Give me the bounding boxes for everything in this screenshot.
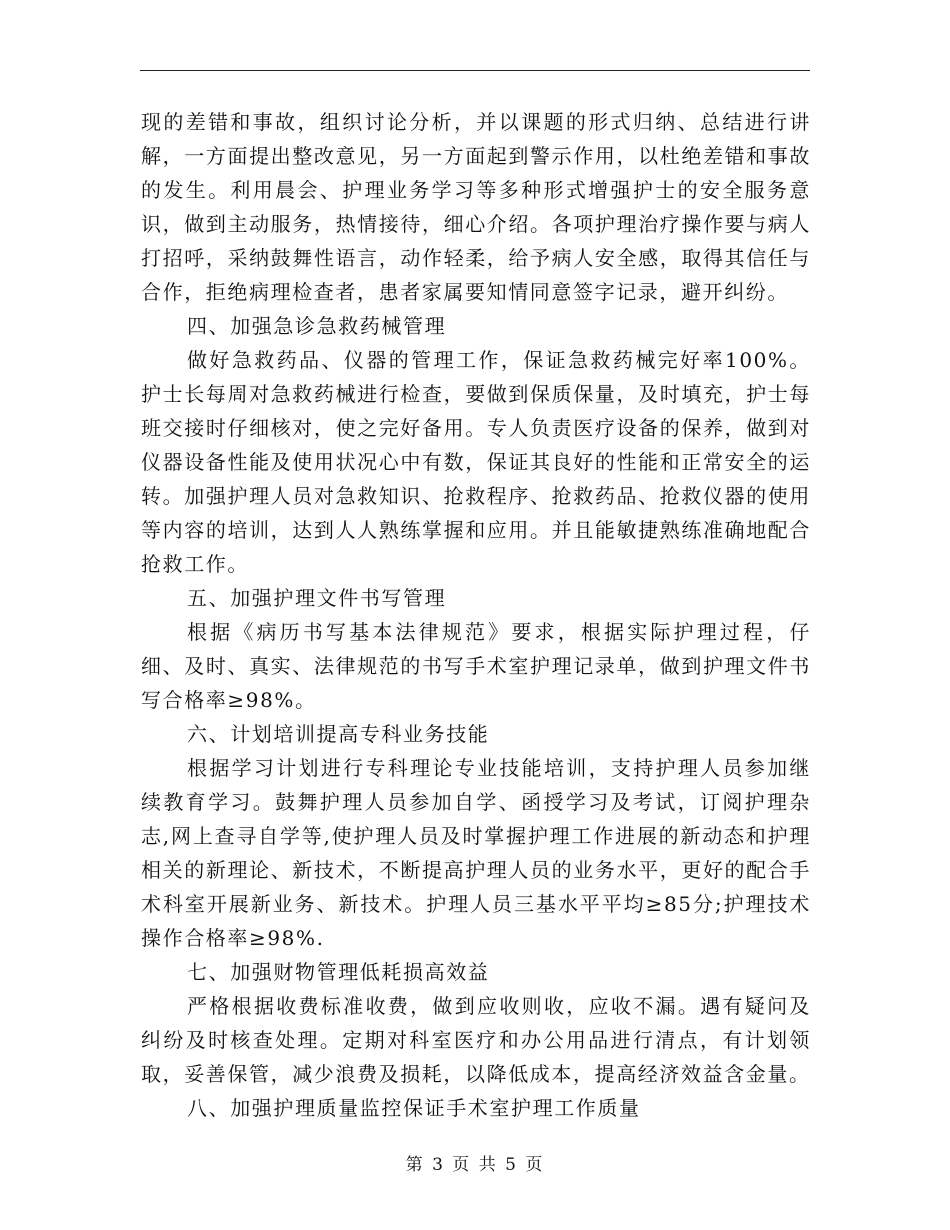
section-heading-4: 四、加强急诊急救药械管理 xyxy=(187,314,447,338)
paragraph-training: 根据学习计划进行专科理论专业技能培训，支持护理人员参加继续教育学习。鼓舞护理人员参加自学、函授学习及考试，订阅护理杂志,网上查寻自学等,使护理人员及时掌握护理工作进展的新动态和护理相关的新理论、新技术，不断提高护理人员的业务水平，更好的配合手术科室开展新业务、新技术。护理人员三基水平平均≥85分;护理技术操作合格率≥98%. xyxy=(141,756,811,950)
section-heading-8: 八、加强护理质量监控保证手术室护理工作质量 xyxy=(187,1096,641,1120)
document-body xyxy=(141,105,811,1125)
paragraph-continuation: 现的差错和事故，组织讨论分析，并以课题的形式归纳、总结进行讲解，一方面提出整改意见，另一方面起到警示作用，以杜绝差错和事故的发生。利用晨会、护理业务学习等多种形式增强护士的安全服务意识，做到主动服务，热情接待，细心介绍。各项护理治疗操作要与病人打招呼，采纳鼓舞性语言，动作轻柔，给予病人安全感，取得其信任与合作，拒绝病理检查者，患者家属要知情同意签字记录，避开纠纷。 xyxy=(141,110,811,304)
page-number-footer: 第 3 页 共 5 页 xyxy=(405,1155,545,1175)
paragraph-emergency-equipment: 做好急救药品、仪器的管理工作，保证急救药械完好率100%。护士长每周对急救药械进行检查，要做到保质保量，及时填充，护士每班交接时仔细核对，使之完好备用。专人负责医疗设备的保养，做到对仪器设备性能及使用状况心中有数，保证其良好的性能和正常安全的运转。加强护理人员对急救知识、抢救程序、抢救药品、抢救仪器的使用等内容的培训，达到人人熟练掌握和应用。并且能敏捷熟练准确地配合抢救工作。 xyxy=(141,348,811,576)
paragraph-property-management: 严格根据收费标准收费，做到应收则收，应收不漏。遇有疑问及纠纷及时核查处理。定期对科室医疗和办公用品进行清点，有计划领取，妥善保管，减少浪费及损耗，以降低成本，提高经济效益含金量。 xyxy=(141,994,811,1086)
paragraph-nursing-documents: 根据《病历书写基本法律规范》要求，根据实际护理过程，仔细、及时、真实、法律规范的书写手术室护理记录单，做到护理文件书写合格率≥98%。 xyxy=(141,620,811,712)
section-heading-7: 七、加强财物管理低耗损高效益 xyxy=(187,960,490,984)
header-rule xyxy=(140,70,810,71)
section-heading-6: 六、计划培训提高专科业务技能 xyxy=(187,722,490,746)
section-heading-5: 五、加强护理文件书写管理 xyxy=(187,586,447,610)
